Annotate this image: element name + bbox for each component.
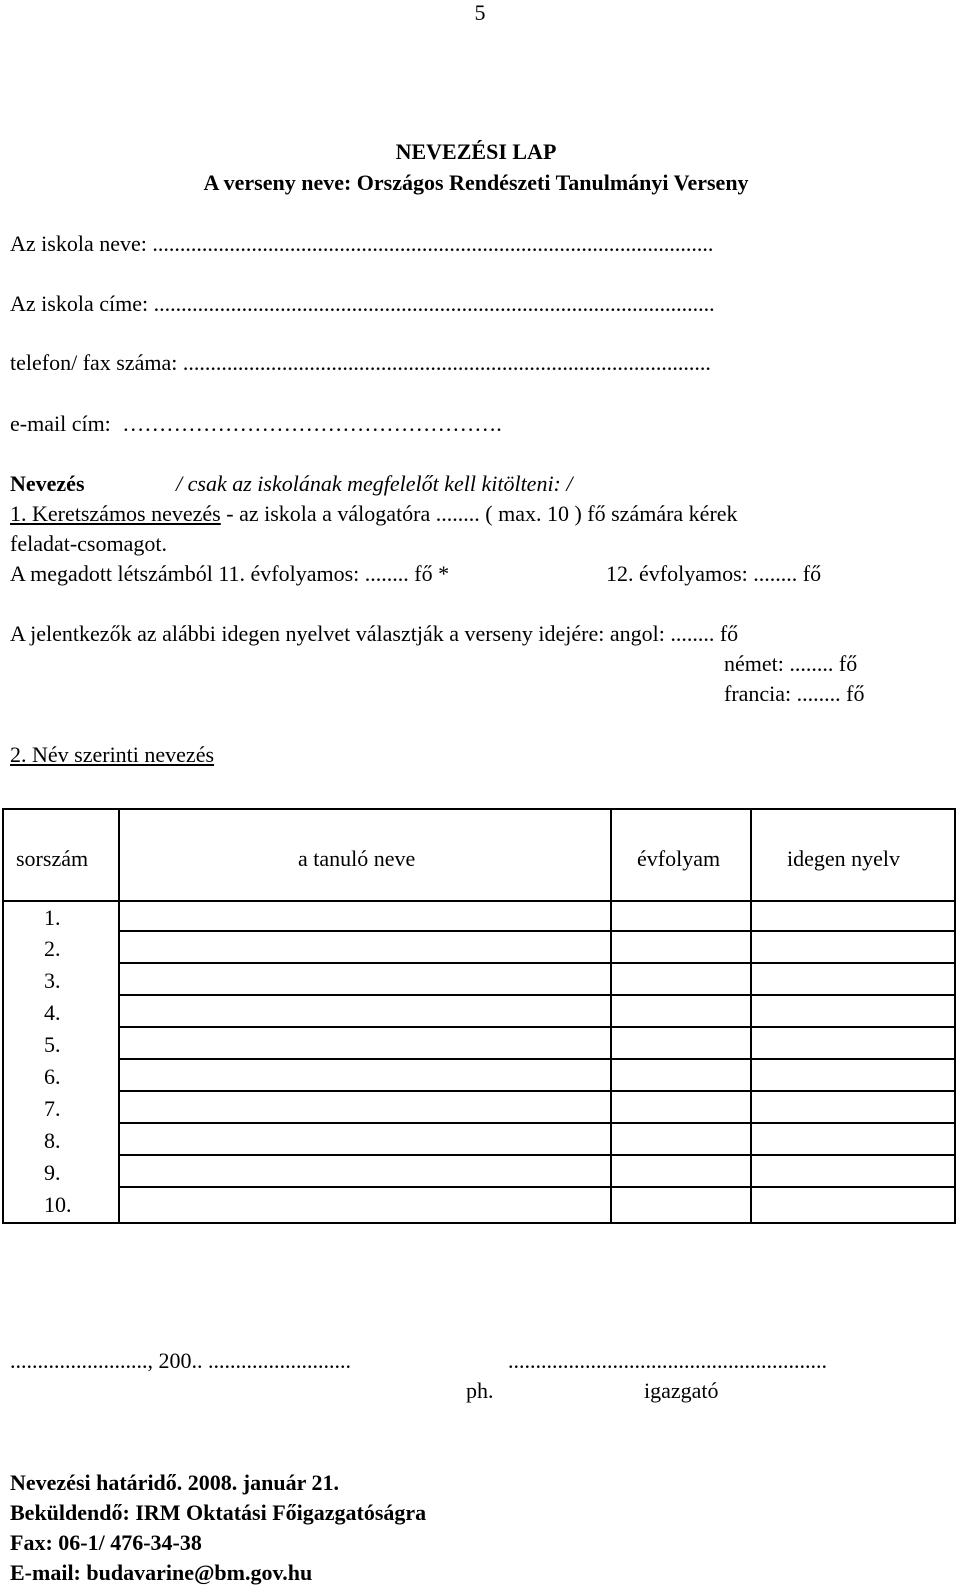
table-divider [610,808,612,1224]
signature-line[interactable]: .......................................................... [508,1348,827,1373]
deadline: Nevezési határidő. 2008. január 21. [10,1470,339,1495]
table-row-line [118,994,956,996]
nevezes-label: Nevezés [10,471,85,496]
table-header-line [2,900,956,902]
row-number: 10. [44,1192,72,1217]
table-row-line [118,1186,956,1188]
page-number: 5 [474,0,486,25]
table-row-line [118,930,956,932]
header-grade: évfolyam [637,846,721,871]
header-language: idegen nyelv [787,846,901,871]
competition-name: A verseny neve: Országos Rendészeti Tanulmányi Verseny [203,170,749,195]
phone-fax-field[interactable]: telefon/ fax száma: ................................................................................................ [10,350,711,375]
stamp-label: ph. [466,1378,494,1403]
row-number: 7. [44,1096,61,1121]
email-dots: ……………………………………………. [122,411,502,436]
section1-text2: feladat-csomagot. [10,531,167,556]
languages-german[interactable]: német: ........ fő [724,651,858,676]
languages-english[interactable]: A jelentkezők az alábbi idegen nyelvet választják a verseny idejére: angol: ........ fő [10,621,739,646]
send-to: Beküldendő: IRM Oktatási Főigazgatóságra [10,1500,427,1525]
table-row-line [118,1058,956,1060]
email-field[interactable] [10,413,502,435]
school-address-field[interactable]: Az iskola címe: ...................................................................................................... [10,291,715,316]
section1-heading: 1. Keretszámos nevezés [10,501,221,526]
section2-heading: 2. Név szerinti nevezés [10,742,215,767]
section1-line [10,503,738,525]
row-number: 6. [44,1064,61,1089]
languages-french[interactable]: francia: ........ fő [724,681,865,706]
row-number: 2. [44,936,61,961]
row-number: 1. [44,905,61,930]
header-sorszam: sorszám [16,846,89,871]
table-row-line [118,1026,956,1028]
header-student-name: a tanuló neve [298,846,416,871]
fax: Fax: 06-1/ 476-34-38 [10,1530,202,1555]
grade12-count[interactable]: 12. évfolyamos: ........ fő [606,561,822,586]
row-number: 3. [44,968,61,993]
table-row-line [118,1090,956,1092]
row-number: 8. [44,1128,61,1153]
date-line[interactable]: ........................., 200.. .......................... [10,1348,351,1373]
form-title: NEVEZÉSI LAP [395,139,557,164]
row-number: 4. [44,1000,61,1025]
school-name-field[interactable]: Az iskola neve: ...................................................................................................... [10,231,714,256]
row-number: 5. [44,1032,61,1057]
table-row-line [118,962,956,964]
table-divider [750,808,752,1224]
table-row-line [118,1122,956,1124]
grade11-count[interactable]: A megadott létszámból 11. évfolyamos: ........ fő * [10,561,450,586]
director-label: igazgató [644,1378,719,1403]
table-row-line [118,1154,956,1156]
footer-email: E-mail: budavarine@bm.gov.hu [10,1560,313,1585]
section1-text: - az iskola a válogatóra ........ ( max. 10 ) fő számára kérek [220,501,738,526]
email-label: e-mail cím: [10,411,111,436]
row-number: 9. [44,1160,61,1185]
nevezes-note: / csak az iskolának megfelelőt kell kitölteni: / [176,471,573,496]
table-divider [118,808,120,1224]
